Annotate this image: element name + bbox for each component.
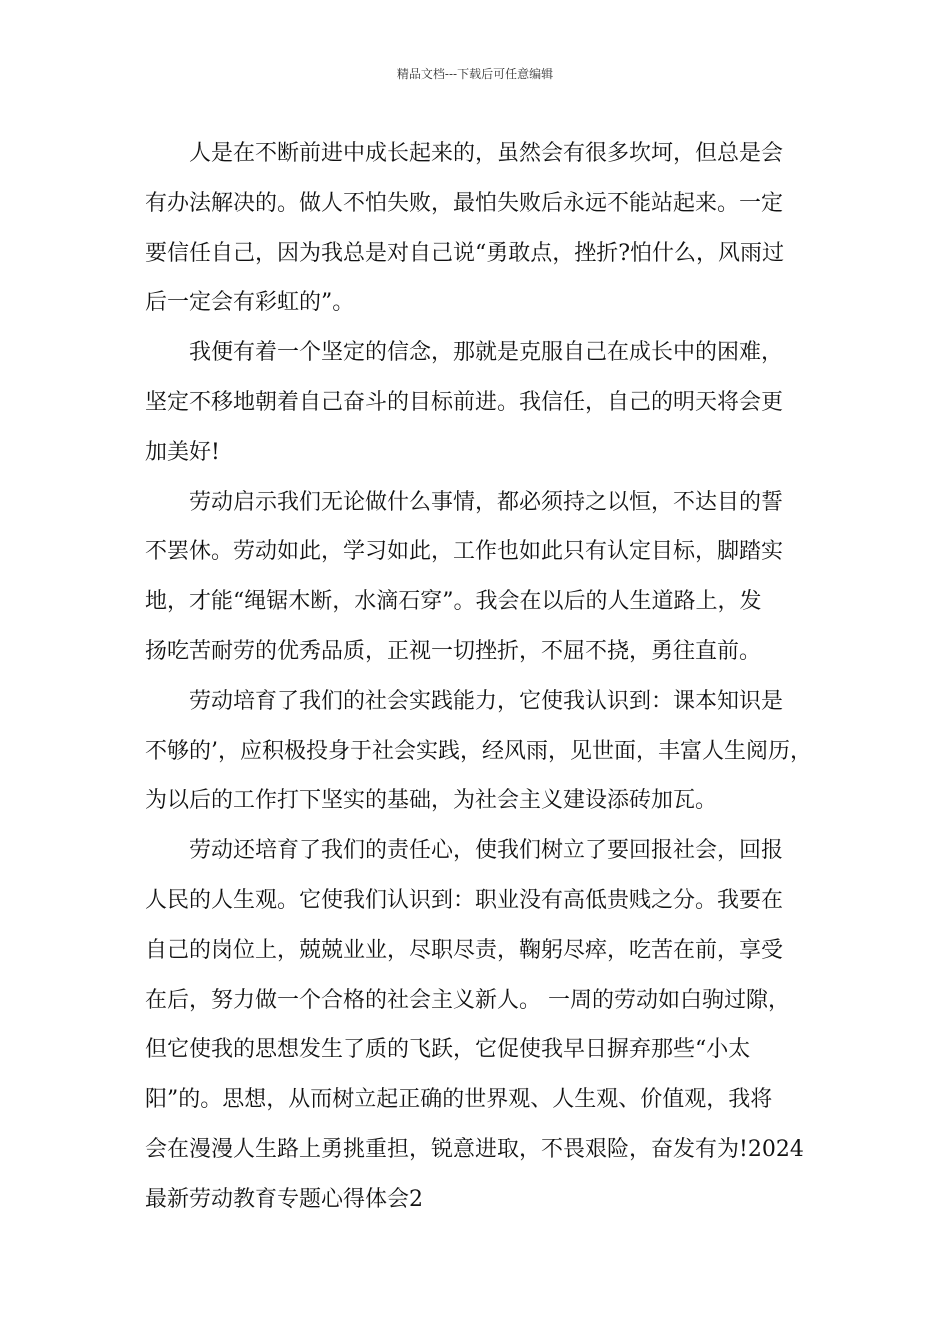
paragraph-1: [145, 129, 815, 328]
text-line: 阳”的。思想，从而树立起正确的世界观、人生观、价值观，我将: [145, 1087, 773, 1113]
text-line: 劳动启示我们无论做什么事情，都必须持之以恒，不达目的誓: [189, 489, 784, 515]
text-line: 自己的岗位上，兢兢业业，尽职尽责，鞠躬尽瘁，吃苦在前，享受: [145, 937, 784, 963]
text-line: 劳动培育了我们的社会实践能力，它使我认识到：课本知识是: [189, 688, 784, 714]
text-line: 劳动还培育了我们的责任心，使我们树立了要回报社会，回报: [189, 838, 784, 864]
text-line: 不够的’，应积极投身于社会实践，经风雨，见世面，丰富人生阅历，: [145, 738, 812, 764]
text-line: 坚定不移地朝着自己奋斗的目标前进。我信任，自己的明天将会更: [145, 389, 784, 415]
text-line: 为以后的工作打下坚实的基础，为社会主义建设添砖加瓦。: [145, 788, 718, 814]
document-body: [145, 129, 815, 1225]
page-header: 精品文档---下载后可任意编辑: [396, 67, 554, 81]
text-line: 最新劳动教育专题心得体会2: [145, 1186, 423, 1212]
text-line: 我便有着一个坚定的信念，那就是克服自己在成长中的困难，: [189, 340, 784, 366]
text-line: 加美好!: [145, 439, 220, 465]
paragraph-4: [145, 677, 815, 826]
text-line: 不罢休。劳动如此，学习如此，工作也如此只有认定目标，脚踏实: [145, 539, 784, 565]
paragraph-3: [145, 478, 815, 677]
text-line: 有办法解决的。做人不怕失败，最怕失败后永远不能站起来。一定: [145, 190, 784, 216]
text-line: 人是在不断前进中成长起来的，虽然会有很多坎坷，但总是会: [189, 141, 784, 166]
text-line: 但它使我的思想发生了质的飞跃，它促使我早日摒弃那些“小太: [145, 1037, 751, 1063]
text-line: 地，才能“绳锯木断，水滴石穿”。我会在以后的人生道路上，发: [145, 589, 762, 615]
text-line: 要信任自己，因为我总是对自己说“勇敢点，挫折?怕什么，风雨过: [145, 240, 785, 266]
paragraph-2: [145, 328, 815, 477]
text-line: 扬吃苦耐劳的优秀品质，正视一切挫折，不屈不挠，勇往直前。: [145, 638, 762, 664]
paragraph-5: [145, 826, 815, 1224]
text-line: 人民的人生观。它使我们认识到：职业没有高低贵贱之分。我要在: [145, 887, 784, 913]
text-line: 后一定会有彩虹的”。: [145, 290, 355, 316]
text-line: 会在漫漫人生路上勇挑重担，锐意进取，不畏艰险，奋发有为!2024: [145, 1136, 804, 1162]
text-line: 在后，努力做一个合格的社会主义新人。 一周的劳动如白驹过隙，: [145, 987, 790, 1013]
